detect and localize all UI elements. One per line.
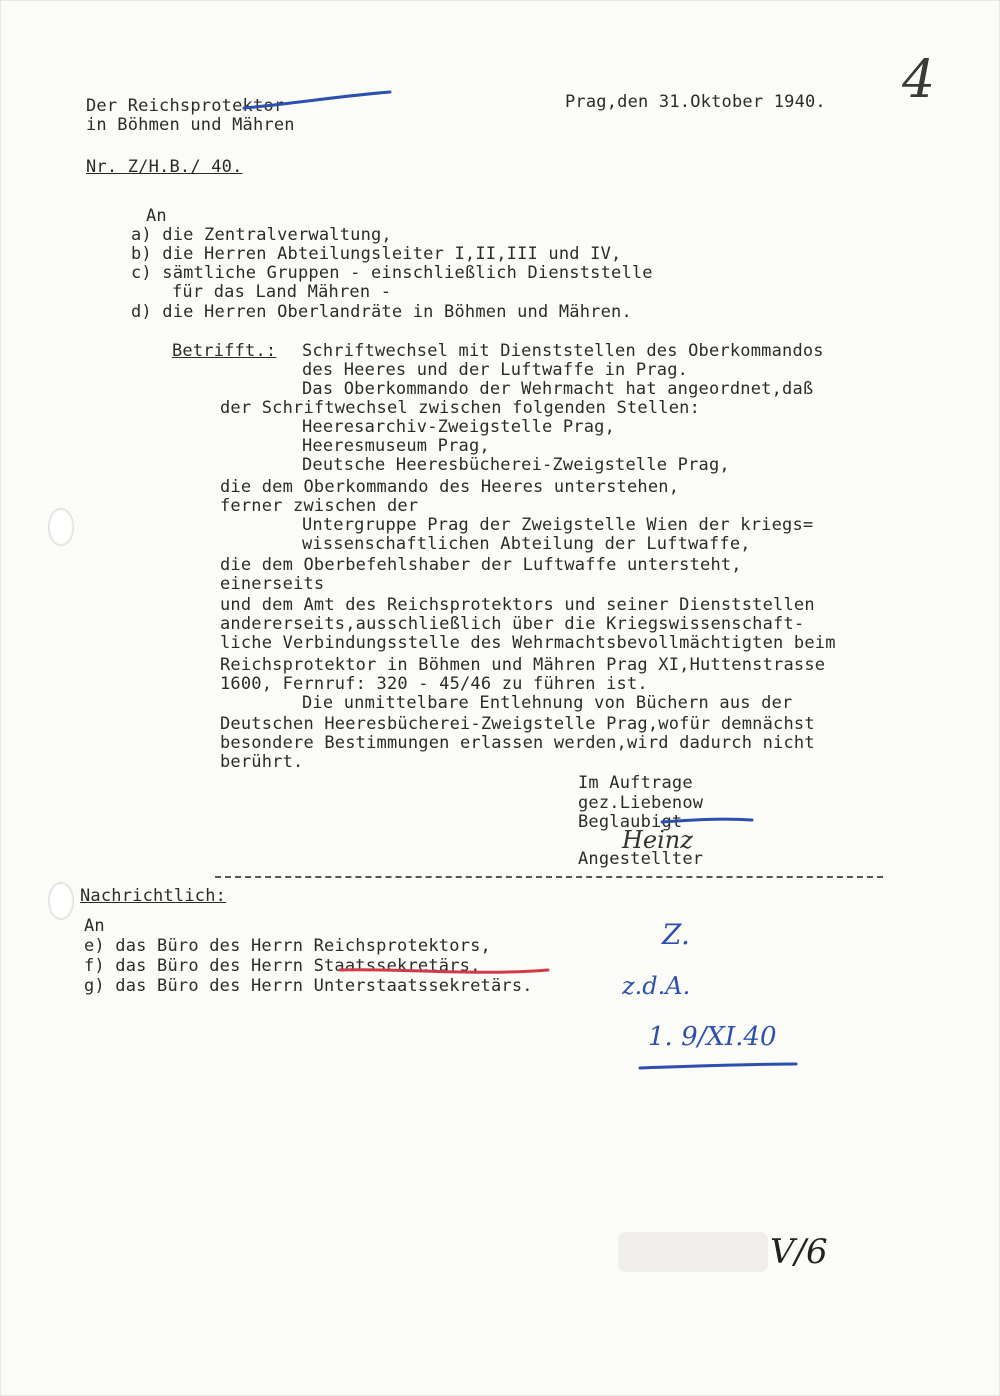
body-line-12: und dem Amt des Reichsprotektors und seiner Dienststellen (220, 595, 815, 615)
body-line-6: die dem Oberkommando des Heeres unterstehen, (220, 477, 680, 497)
body-line-15: Reichsprotektor in Böhmen und Mähren Prag XI,Huttenstrasse (220, 655, 826, 675)
blue-pencil-underline-date (636, 1058, 806, 1078)
dashed-separator (215, 876, 883, 878)
annotation-date: 1. 9/XI.40 (648, 1022, 777, 1052)
handwritten-signature: Heinz (622, 826, 693, 854)
body-line-1: Das Oberkommando der Wehrmacht hat angeordnet,daß (302, 379, 814, 399)
place-date: Prag,den 31.Oktober 1940. (565, 92, 826, 112)
copies-label: Nachrichtlich: (80, 886, 227, 906)
punch-hole-top (48, 508, 74, 546)
body-line-13: andererseits,ausschließlich über die Kriegswissenschaft- (220, 614, 805, 634)
copy-e: e) das Büro des Herrn Reichsprotektors, (84, 936, 491, 956)
copy-f: f) das Büro des Herrn Staatssekretärs, (84, 956, 481, 976)
body-line-19: besondere Bestimmungen erlassen werden,wird dadurch nicht (220, 733, 815, 753)
sender-line-2: in Böhmen und Mähren (86, 115, 295, 135)
body-line-9: wissenschaftlichen Abteilung der Luftwaffe, (302, 534, 751, 554)
recipient-c-line1: c) sämtliche Gruppen - einschließlich Dienststelle (131, 263, 653, 283)
body-line-20: berührt. (220, 752, 304, 772)
subject-label: Betrifft.: (172, 341, 277, 361)
signature-line-4: Angestellter (578, 849, 704, 869)
faint-stamp (618, 1232, 768, 1272)
recipient-c-line2: für das Land Mähren - (172, 282, 392, 302)
punch-hole-bottom (48, 882, 74, 920)
body-line-2: der Schriftwechsel zwischen folgenden Stellen: (220, 398, 701, 418)
reference-number: Nr. Z/H.B./ 40. (86, 157, 243, 177)
body-line-3: Heeresarchiv-Zweigstelle Prag, (302, 417, 616, 437)
body-line-7: ferner zwischen der (220, 496, 419, 516)
blue-pencil-stroke (240, 86, 400, 116)
signature-line-1: Im Auftrage (578, 773, 693, 793)
subject-line-2: des Heeres und der Luftwaffe in Prag. (302, 360, 689, 380)
body-line-4: Heeresmuseum Prag, (302, 436, 490, 456)
body-line-11: einerseits (220, 574, 325, 594)
body-line-18: Deutschen Heeresbücherei-Zweigstelle Prag,wofür demnächst (220, 714, 815, 734)
recipient-a: a) die Zentralverwaltung, (131, 225, 392, 245)
page-number: 4 (902, 50, 936, 110)
signature-line-2: gez.Liebenow (578, 793, 704, 813)
recipients-intro: An (146, 206, 167, 226)
annotation-z: Z. (662, 918, 690, 951)
recipient-d: d) die Herren Oberlandräte in Böhmen und Mähren. (131, 302, 632, 322)
recipient-b: b) die Herren Abteilungsleiter I,II,III und IV, (131, 244, 622, 264)
signature-line-3: Beglaubigt (578, 812, 683, 832)
body-line-5: Deutsche Heeresbücherei-Zweigstelle Prag, (302, 455, 730, 475)
body-line-8: Untergruppe Prag der Zweigstelle Wien der kriegs= (302, 515, 814, 535)
body-line-10: die dem Oberbefehlshaber der Luftwaffe untersteht, (220, 555, 742, 575)
copy-g: g) das Büro des Herrn Unterstaatssekretärs. (84, 976, 533, 996)
sender-line-1: Der Reichsprotektor (86, 96, 285, 116)
body-line-14: liche Verbindungsstelle des Wehrmachtsbevollmächtigten beim (220, 633, 836, 653)
subject-line-1: Schriftwechsel mit Dienststellen des Oberkommandos (302, 341, 824, 361)
body-line-16: 1600, Fernruf: 320 - 45/46 zu führen ist. (220, 674, 648, 694)
annotation-zda: z.d.A. (622, 972, 691, 1000)
annotation-filing: V/6 (770, 1232, 828, 1272)
body-line-17: Die unmittelbare Entlehnung von Büchern aus der (302, 693, 793, 713)
copies-intro: An (84, 916, 105, 936)
